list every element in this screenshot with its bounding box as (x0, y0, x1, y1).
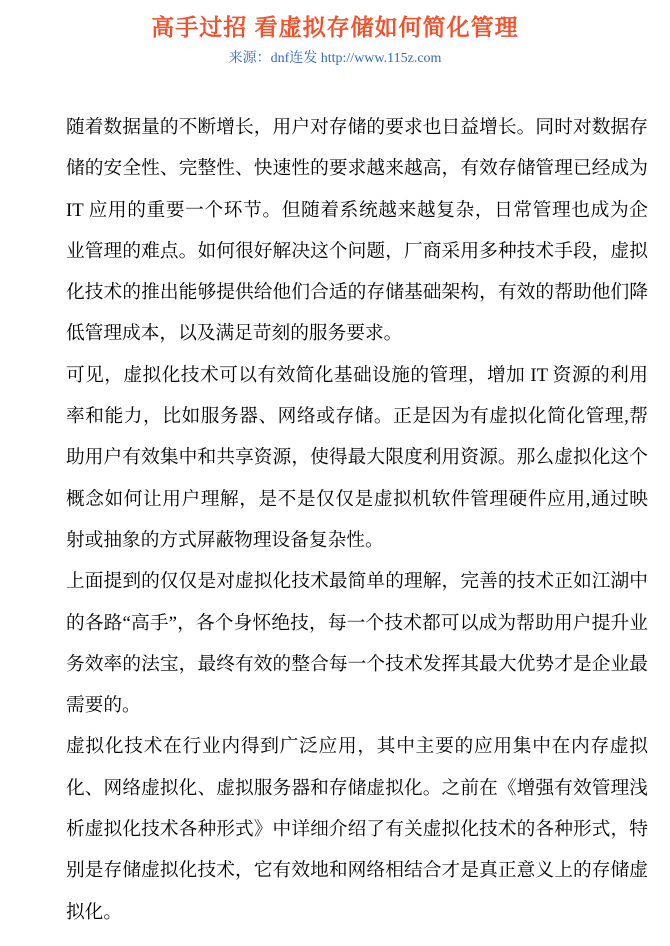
source-line (0, 50, 670, 68)
paragraph: 可见，虚拟化技术可以有效简化基础设施的管理，增加 IT 资源的利用率和能力，比如服务器、网络或存储。正是因为有虚拟化简化管理,帮助用户有效集中和共享资源，使得最大限度利用资源。那么虚拟化这个概念如何让用户理解，是不是仅仅是虚拟机软件管理硬件应用,通过映射或抽象的方式屏蔽物理设备复杂性。 (66, 364, 648, 551)
article-body (66, 107, 648, 933)
paragraph: 上面提到的仅仅是对虚拟化技术最简单的理解，完善的技术正如江湖中的各路“高手”，各个身怀绝技，每一个技术都可以成为帮助用户提升业务效率的法宝，最终有效的整合每一个技术发挥其最大优势才是企业最需要的。 (66, 571, 648, 717)
paragraph: 随着数据量的不断增长，用户对存储的要求也日益增长。同时对数据存储的安全性、完整性、快速性的要求越来越高，有效存储管理已经成为 IT 应用的重要一个环节。但随着系统越来越复杂，日常管理也成为企业管理的难点。如何很好解决这个问题，厂商采用多种技术手段，虚拟化技术的推出能够提供给他们合适的存储基础架构，有效的帮助他们降低管理成本，以及满足苛刻的服务要求。 (66, 117, 648, 345)
source-label: 来源：dnf连发 (228, 51, 318, 66)
paragraph: 虚拟化技术在行业内得到广泛应用，其中主要的应用集中在内存虚拟化、网络虚拟化、虚拟服务器和存储虚拟化。之前在《增强有效管理浅析虚拟化技术各种形式》中详细介绍了有关虚拟化技术的各种形式，特别是存储虚拟化技术，它有效地和网络相结合才是真正意义上的存储虚拟化。 (66, 736, 648, 923)
page-title: 高手过招 看虚拟存储如何简化管理 (151, 14, 519, 40)
source-url-link[interactable]: http://www.115z.com (320, 51, 442, 66)
